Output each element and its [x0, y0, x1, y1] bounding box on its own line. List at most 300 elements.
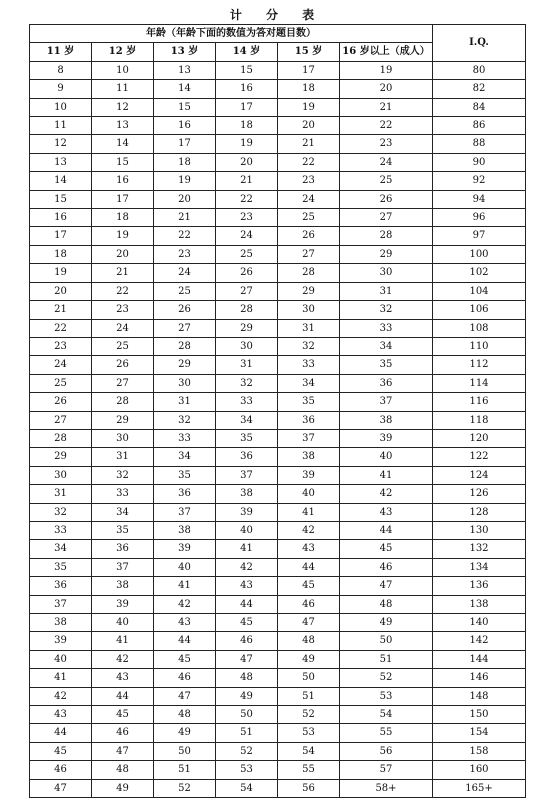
age-group-header: 年龄（年龄下面的数值为答对题目数） [30, 25, 433, 43]
cell-iq: 86 [433, 117, 526, 135]
cell-age-14: 26 [216, 264, 278, 282]
cell-age-12: 23 [92, 301, 154, 319]
cell-age-14: 17 [216, 98, 278, 116]
cell-age-14: 36 [216, 448, 278, 466]
cell-age-11: 23 [30, 337, 92, 355]
cell-age-15: 44 [278, 558, 340, 576]
cell-age-11: 45 [30, 742, 92, 760]
table-row [30, 577, 526, 595]
cell-age-15: 29 [278, 282, 340, 300]
age-header-13: 13 岁 [154, 43, 216, 61]
cell-age-14: 46 [216, 632, 278, 650]
cell-age-12: 34 [92, 503, 154, 521]
cell-age-13: 46 [154, 669, 216, 687]
table-row [30, 742, 526, 760]
cell-age-16-plus: 49 [340, 614, 433, 632]
cell-age-12: 28 [92, 393, 154, 411]
table-row [30, 282, 526, 300]
cell-age-16-plus: 51 [340, 650, 433, 668]
cell-age-13: 51 [154, 761, 216, 779]
table-row [30, 540, 526, 558]
cell-age-16-plus: 45 [340, 540, 433, 558]
cell-age-14: 48 [216, 669, 278, 687]
cell-age-12: 16 [92, 172, 154, 190]
cell-age-16-plus: 36 [340, 374, 433, 392]
table-row [30, 706, 526, 724]
cell-iq: 130 [433, 521, 526, 539]
cell-age-13: 21 [154, 209, 216, 227]
cell-age-12: 32 [92, 466, 154, 484]
cell-age-13: 39 [154, 540, 216, 558]
cell-iq: 132 [433, 540, 526, 558]
cell-age-14: 25 [216, 245, 278, 263]
cell-age-13: 42 [154, 595, 216, 613]
cell-age-11: 28 [30, 429, 92, 447]
cell-age-11: 11 [30, 117, 92, 135]
cell-iq: 96 [433, 209, 526, 227]
cell-age-12: 31 [92, 448, 154, 466]
table-row [30, 485, 526, 503]
cell-age-16-plus: 19 [340, 61, 433, 79]
cell-iq: 134 [433, 558, 526, 576]
cell-age-11: 19 [30, 264, 92, 282]
cell-age-16-plus: 21 [340, 98, 433, 116]
cell-age-12: 15 [92, 153, 154, 171]
cell-age-15: 56 [278, 779, 340, 797]
cell-age-13: 27 [154, 319, 216, 337]
cell-age-13: 33 [154, 429, 216, 447]
cell-age-15: 17 [278, 61, 340, 79]
cell-age-15: 50 [278, 669, 340, 687]
table-row [30, 632, 526, 650]
cell-iq: 126 [433, 485, 526, 503]
cell-age-15: 54 [278, 742, 340, 760]
table-row [30, 209, 526, 227]
cell-age-14: 49 [216, 687, 278, 705]
cell-age-12: 13 [92, 117, 154, 135]
cell-age-16-plus: 20 [340, 80, 433, 98]
cell-iq: 100 [433, 245, 526, 263]
table-row [30, 301, 526, 319]
cell-age-15: 48 [278, 632, 340, 650]
cell-age-11: 26 [30, 393, 92, 411]
cell-age-15: 51 [278, 687, 340, 705]
cell-age-12: 48 [92, 761, 154, 779]
table-row [30, 190, 526, 208]
cell-age-11: 39 [30, 632, 92, 650]
cell-age-12: 39 [92, 595, 154, 613]
cell-age-11: 40 [30, 650, 92, 668]
cell-age-16-plus: 32 [340, 301, 433, 319]
cell-age-14: 44 [216, 595, 278, 613]
age-header-12: 12 岁 [92, 43, 154, 61]
cell-age-13: 23 [154, 245, 216, 263]
cell-age-13: 15 [154, 98, 216, 116]
cell-iq: 110 [433, 337, 526, 355]
cell-age-15: 41 [278, 503, 340, 521]
cell-age-14: 27 [216, 282, 278, 300]
cell-age-16-plus: 48 [340, 595, 433, 613]
table-row [30, 595, 526, 613]
table-row [30, 117, 526, 135]
cell-age-15: 35 [278, 393, 340, 411]
cell-iq: 118 [433, 411, 526, 429]
table-row [30, 374, 526, 392]
cell-age-13: 29 [154, 356, 216, 374]
cell-age-11: 42 [30, 687, 92, 705]
cell-age-12: 37 [92, 558, 154, 576]
cell-age-16-plus: 55 [340, 724, 433, 742]
cell-iq: 84 [433, 98, 526, 116]
cell-age-16-plus: 54 [340, 706, 433, 724]
table-row [30, 724, 526, 742]
cell-age-12: 20 [92, 245, 154, 263]
cell-age-13: 45 [154, 650, 216, 668]
cell-age-16-plus: 40 [340, 448, 433, 466]
cell-iq: 82 [433, 80, 526, 98]
cell-age-13: 43 [154, 614, 216, 632]
cell-age-12: 21 [92, 264, 154, 282]
cell-age-16-plus: 53 [340, 687, 433, 705]
table-row [30, 521, 526, 539]
age-header-14: 14 岁 [216, 43, 278, 61]
cell-iq: 150 [433, 706, 526, 724]
cell-age-11: 44 [30, 724, 92, 742]
cell-age-16-plus: 57 [340, 761, 433, 779]
cell-age-11: 21 [30, 301, 92, 319]
cell-age-13: 26 [154, 301, 216, 319]
table-row [30, 687, 526, 705]
cell-age-16-plus: 31 [340, 282, 433, 300]
cell-age-12: 41 [92, 632, 154, 650]
cell-age-12: 26 [92, 356, 154, 374]
cell-age-13: 36 [154, 485, 216, 503]
cell-iq: 124 [433, 466, 526, 484]
table-row [30, 227, 526, 245]
table-row [30, 356, 526, 374]
age-header-11: 11 岁 [30, 43, 92, 61]
cell-age-12: 45 [92, 706, 154, 724]
cell-age-11: 31 [30, 485, 92, 503]
cell-age-13: 38 [154, 521, 216, 539]
cell-age-16-plus: 39 [340, 429, 433, 447]
cell-age-14: 16 [216, 80, 278, 98]
cell-age-14: 33 [216, 393, 278, 411]
cell-age-11: 15 [30, 190, 92, 208]
cell-age-14: 54 [216, 779, 278, 797]
cell-age-16-plus: 41 [340, 466, 433, 484]
cell-age-15: 23 [278, 172, 340, 190]
cell-age-12: 43 [92, 669, 154, 687]
cell-age-12: 40 [92, 614, 154, 632]
cell-age-13: 25 [154, 282, 216, 300]
cell-age-11: 29 [30, 448, 92, 466]
cell-age-15: 21 [278, 135, 340, 153]
age-header-16-plus: 16 岁以上（成人） [340, 43, 433, 61]
cell-age-11: 37 [30, 595, 92, 613]
cell-age-16-plus: 46 [340, 558, 433, 576]
cell-age-15: 25 [278, 209, 340, 227]
cell-iq: 128 [433, 503, 526, 521]
cell-age-12: 42 [92, 650, 154, 668]
cell-iq: 80 [433, 61, 526, 79]
cell-age-16-plus: 28 [340, 227, 433, 245]
cell-age-14: 24 [216, 227, 278, 245]
table-row [30, 779, 526, 797]
cell-iq: 97 [433, 227, 526, 245]
cell-age-15: 52 [278, 706, 340, 724]
cell-age-15: 38 [278, 448, 340, 466]
table-row [30, 80, 526, 98]
cell-iq: 112 [433, 356, 526, 374]
cell-age-11: 38 [30, 614, 92, 632]
cell-age-11: 35 [30, 558, 92, 576]
cell-age-12: 33 [92, 485, 154, 503]
cell-age-13: 41 [154, 577, 216, 595]
cell-age-15: 28 [278, 264, 340, 282]
cell-iq: 144 [433, 650, 526, 668]
table-row [30, 172, 526, 190]
cell-age-14: 31 [216, 356, 278, 374]
cell-age-15: 36 [278, 411, 340, 429]
cell-iq: 158 [433, 742, 526, 760]
cell-age-15: 33 [278, 356, 340, 374]
table-row [30, 153, 526, 171]
iq-header: I.Q. [433, 25, 526, 62]
cell-age-14: 37 [216, 466, 278, 484]
cell-iq: 108 [433, 319, 526, 337]
cell-age-12: 38 [92, 577, 154, 595]
cell-iq: 116 [433, 393, 526, 411]
table-row [30, 669, 526, 687]
cell-age-13: 31 [154, 393, 216, 411]
cell-iq: 114 [433, 374, 526, 392]
cell-age-11: 24 [30, 356, 92, 374]
table-row [30, 245, 526, 263]
cell-age-15: 47 [278, 614, 340, 632]
cell-age-16-plus: 22 [340, 117, 433, 135]
cell-age-14: 19 [216, 135, 278, 153]
cell-age-14: 51 [216, 724, 278, 742]
cell-age-15: 20 [278, 117, 340, 135]
cell-age-16-plus: 23 [340, 135, 433, 153]
cell-age-13: 22 [154, 227, 216, 245]
cell-age-14: 43 [216, 577, 278, 595]
cell-age-15: 43 [278, 540, 340, 558]
cell-age-12: 12 [92, 98, 154, 116]
cell-age-13: 32 [154, 411, 216, 429]
cell-age-16-plus: 27 [340, 209, 433, 227]
cell-age-16-plus: 29 [340, 245, 433, 263]
cell-age-14: 45 [216, 614, 278, 632]
table-row [30, 98, 526, 116]
cell-age-16-plus: 35 [340, 356, 433, 374]
cell-age-16-plus: 50 [340, 632, 433, 650]
cell-iq: 138 [433, 595, 526, 613]
cell-iq: 136 [433, 577, 526, 595]
cell-age-13: 19 [154, 172, 216, 190]
cell-age-12: 17 [92, 190, 154, 208]
cell-age-13: 44 [154, 632, 216, 650]
cell-age-11: 16 [30, 209, 92, 227]
cell-age-15: 39 [278, 466, 340, 484]
cell-age-12: 11 [92, 80, 154, 98]
cell-age-12: 35 [92, 521, 154, 539]
cell-iq: 165+ [433, 779, 526, 797]
cell-age-11: 41 [30, 669, 92, 687]
table-row [30, 614, 526, 632]
cell-age-13: 17 [154, 135, 216, 153]
cell-age-14: 50 [216, 706, 278, 724]
cell-age-11: 9 [30, 80, 92, 98]
cell-age-13: 14 [154, 80, 216, 98]
cell-age-15: 32 [278, 337, 340, 355]
cell-age-11: 32 [30, 503, 92, 521]
cell-age-15: 40 [278, 485, 340, 503]
table-row [30, 558, 526, 576]
cell-age-15: 55 [278, 761, 340, 779]
cell-age-12: 47 [92, 742, 154, 760]
table-row [30, 650, 526, 668]
table-body [30, 61, 526, 797]
cell-age-13: 40 [154, 558, 216, 576]
table-row [30, 503, 526, 521]
cell-age-16-plus: 44 [340, 521, 433, 539]
table-header [30, 25, 526, 62]
cell-age-14: 18 [216, 117, 278, 135]
cell-age-14: 23 [216, 209, 278, 227]
cell-age-16-plus: 33 [340, 319, 433, 337]
cell-age-15: 45 [278, 577, 340, 595]
cell-age-13: 49 [154, 724, 216, 742]
cell-age-14: 22 [216, 190, 278, 208]
table-row [30, 337, 526, 355]
cell-age-12: 29 [92, 411, 154, 429]
cell-age-13: 52 [154, 779, 216, 797]
cell-age-11: 47 [30, 779, 92, 797]
cell-age-12: 14 [92, 135, 154, 153]
cell-age-15: 22 [278, 153, 340, 171]
cell-iq: 120 [433, 429, 526, 447]
cell-age-14: 28 [216, 301, 278, 319]
page-title: 计 分 表 [229, 8, 325, 22]
cell-age-16-plus: 52 [340, 669, 433, 687]
cell-age-12: 46 [92, 724, 154, 742]
cell-age-12: 30 [92, 429, 154, 447]
cell-iq: 102 [433, 264, 526, 282]
cell-age-13: 18 [154, 153, 216, 171]
cell-age-16-plus: 26 [340, 190, 433, 208]
cell-age-12: 49 [92, 779, 154, 797]
cell-iq: 154 [433, 724, 526, 742]
cell-age-12: 10 [92, 61, 154, 79]
cell-age-16-plus: 38 [340, 411, 433, 429]
table-row [30, 264, 526, 282]
cell-age-11: 34 [30, 540, 92, 558]
cell-age-14: 39 [216, 503, 278, 521]
cell-age-11: 22 [30, 319, 92, 337]
cell-age-13: 35 [154, 466, 216, 484]
cell-age-12: 22 [92, 282, 154, 300]
cell-iq: 88 [433, 135, 526, 153]
cell-age-11: 14 [30, 172, 92, 190]
cell-age-11: 13 [30, 153, 92, 171]
cell-age-12: 27 [92, 374, 154, 392]
table-row [30, 448, 526, 466]
table-row [30, 429, 526, 447]
cell-iq: 122 [433, 448, 526, 466]
cell-age-13: 48 [154, 706, 216, 724]
cell-age-16-plus: 58+ [340, 779, 433, 797]
cell-age-15: 19 [278, 98, 340, 116]
cell-age-11: 8 [30, 61, 92, 79]
cell-age-16-plus: 34 [340, 337, 433, 355]
cell-age-11: 30 [30, 466, 92, 484]
cell-age-12: 36 [92, 540, 154, 558]
cell-age-15: 26 [278, 227, 340, 245]
cell-age-13: 28 [154, 337, 216, 355]
cell-age-14: 47 [216, 650, 278, 668]
cell-age-13: 16 [154, 117, 216, 135]
cell-iq: 90 [433, 153, 526, 171]
table-row [30, 61, 526, 79]
cell-age-14: 32 [216, 374, 278, 392]
cell-age-13: 50 [154, 742, 216, 760]
cell-age-15: 42 [278, 521, 340, 539]
cell-age-13: 34 [154, 448, 216, 466]
cell-age-12: 24 [92, 319, 154, 337]
cell-age-15: 34 [278, 374, 340, 392]
cell-age-16-plus: 30 [340, 264, 433, 282]
score-table [29, 24, 526, 798]
cell-age-16-plus: 47 [340, 577, 433, 595]
cell-age-15: 30 [278, 301, 340, 319]
cell-age-11: 20 [30, 282, 92, 300]
cell-age-16-plus: 37 [340, 393, 433, 411]
cell-iq: 160 [433, 761, 526, 779]
cell-age-11: 18 [30, 245, 92, 263]
cell-age-16-plus: 25 [340, 172, 433, 190]
cell-age-11: 33 [30, 521, 92, 539]
cell-age-16-plus: 24 [340, 153, 433, 171]
cell-age-13: 24 [154, 264, 216, 282]
age-header-15: 15 岁 [278, 43, 340, 61]
cell-age-14: 42 [216, 558, 278, 576]
table-row [30, 319, 526, 337]
cell-age-13: 37 [154, 503, 216, 521]
cell-age-14: 40 [216, 521, 278, 539]
table-row [30, 393, 526, 411]
cell-age-15: 24 [278, 190, 340, 208]
cell-iq: 104 [433, 282, 526, 300]
cell-age-13: 30 [154, 374, 216, 392]
cell-age-12: 44 [92, 687, 154, 705]
cell-age-11: 12 [30, 135, 92, 153]
cell-age-12: 19 [92, 227, 154, 245]
cell-age-15: 49 [278, 650, 340, 668]
cell-iq: 106 [433, 301, 526, 319]
table-row [30, 761, 526, 779]
cell-iq: 146 [433, 669, 526, 687]
cell-age-11: 36 [30, 577, 92, 595]
cell-age-11: 43 [30, 706, 92, 724]
cell-iq: 94 [433, 190, 526, 208]
cell-age-16-plus: 56 [340, 742, 433, 760]
header-row-group [30, 25, 526, 43]
cell-iq: 92 [433, 172, 526, 190]
cell-age-14: 15 [216, 61, 278, 79]
cell-age-15: 27 [278, 245, 340, 263]
